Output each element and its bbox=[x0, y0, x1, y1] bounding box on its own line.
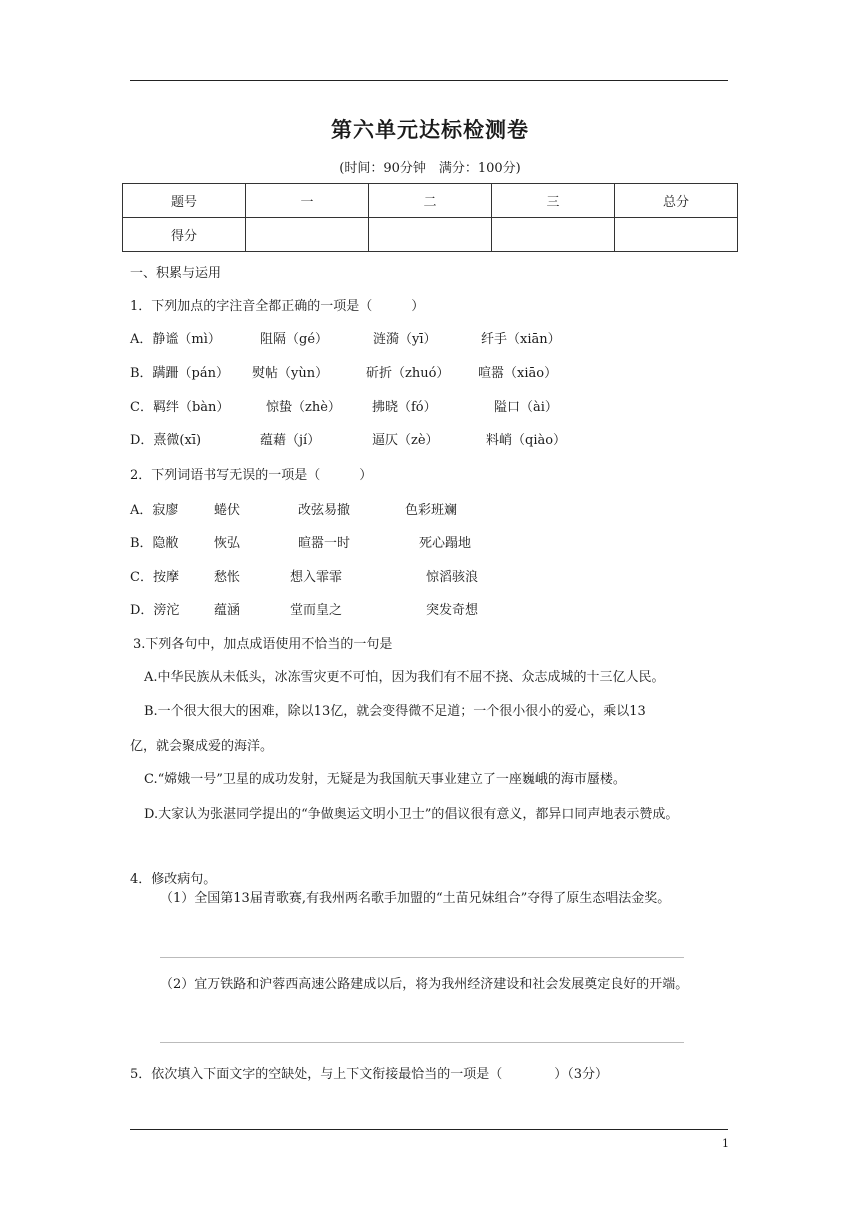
score-header-cell: 三 bbox=[492, 184, 615, 218]
q4-sentence-2 bbox=[130, 972, 730, 998]
option-item: 堂而皇之 bbox=[290, 603, 343, 618]
option-item: 色彩班斓 bbox=[405, 503, 458, 518]
option-item: 愁怅 bbox=[214, 570, 241, 585]
option-item: 惊滔骇浪 bbox=[426, 570, 479, 585]
question-stem: 2．下列词语书写无误的一项是（ ） bbox=[130, 468, 373, 483]
exam-info: (时间：90分钟 满分：100分) bbox=[339, 161, 521, 176]
answer-blank[interactable] bbox=[160, 957, 684, 958]
option-item: 暄嚣一时 bbox=[298, 536, 351, 551]
q3-option-b: B.一个很大很大的困难，除以13亿，就会变得微不足道；一个很小很小的爱心，乘以13 bbox=[144, 704, 646, 719]
question-stem: 1．下列加点的字注音全都正确的一项是（ ） bbox=[130, 299, 425, 314]
option-row bbox=[130, 362, 557, 381]
page-title: 第六单元达标检测卷 bbox=[331, 118, 529, 142]
option-item: 拂晓（fó） bbox=[372, 400, 437, 415]
score-table-score-row bbox=[123, 218, 738, 252]
option-item: C．按摩 bbox=[130, 570, 179, 585]
option-row bbox=[130, 532, 471, 551]
option-item: 料峭（qiào） bbox=[486, 433, 567, 448]
option-item: 熨帖（yùn） bbox=[252, 366, 329, 381]
score-table bbox=[122, 183, 738, 252]
score-cell[interactable] bbox=[615, 218, 738, 252]
option-item: 惊蛰（zhè） bbox=[266, 400, 341, 415]
footer-rule bbox=[130, 1129, 728, 1130]
q3-option-d-text: D.大家认为张湛同学提出的“争做奥运文明小卫士”的倡议很有意义，都异口同声地表示赞成。 bbox=[144, 807, 679, 822]
option-item: 涟漪（yī） bbox=[373, 332, 437, 347]
option-item: 蕴藉（jí） bbox=[260, 433, 321, 448]
section-heading: 一、积累与运用 bbox=[130, 266, 222, 281]
q4-sentence-2-text: （2）宜万铁路和沪蓉西高速公路建成以后，将为我州经济建设和社会发展奠定良好的开端。 bbox=[160, 977, 689, 992]
q3-option-c: C.“嫦娥一号”卫星的成功发射，无疑是为我国航天事业建立了一座巍峨的海市蜃楼。 bbox=[144, 772, 626, 787]
q3-option-b-cont: 亿，就会聚成爱的海洋。 bbox=[130, 739, 274, 754]
question-stem: 4．修改病句。 bbox=[130, 872, 217, 887]
score-table-header-row bbox=[123, 184, 738, 218]
answer-blank[interactable] bbox=[160, 1042, 684, 1043]
option-item: C．羁绊（bàn） bbox=[130, 400, 230, 415]
option-item: 死心蹋地 bbox=[419, 536, 472, 551]
option-item: B．隐敝 bbox=[130, 536, 179, 551]
q4-sentence-1-text: （1）全国第13届青歌赛,有我州两名歌手加盟的“土苗兄妹组合”夺得了原生态唱法金奖。 bbox=[160, 891, 671, 906]
score-cell[interactable] bbox=[246, 218, 369, 252]
option-item: A．寂廖 bbox=[130, 503, 179, 518]
option-item: 纤手（xiān） bbox=[481, 332, 561, 347]
score-cell[interactable] bbox=[369, 218, 492, 252]
option-item: 隘口（ài） bbox=[494, 400, 558, 415]
score-cell[interactable] bbox=[492, 218, 615, 252]
page-number: 1 bbox=[722, 1137, 729, 1150]
option-item: 恢弘 bbox=[214, 536, 241, 551]
q3-option-d bbox=[130, 797, 730, 832]
q4-sentence-1 bbox=[130, 886, 730, 912]
option-item: 想入霏霏 bbox=[290, 570, 343, 585]
option-item: D．滂沱 bbox=[130, 603, 180, 618]
option-item: 改弦易撤 bbox=[298, 503, 351, 518]
option-item: 逼仄（zè） bbox=[372, 433, 439, 448]
score-header-cell: 一 bbox=[246, 184, 369, 218]
score-header-cell: 总分 bbox=[615, 184, 738, 218]
option-row bbox=[130, 396, 558, 415]
option-row bbox=[130, 599, 478, 618]
option-row bbox=[130, 328, 561, 347]
option-item: 喧嚣（xiāo） bbox=[478, 366, 558, 381]
option-row bbox=[130, 499, 457, 518]
option-item: B．蹒跚（pán） bbox=[130, 366, 229, 381]
option-row bbox=[130, 566, 478, 585]
option-item: 蕴涵 bbox=[214, 603, 241, 618]
question-stem: 3.下列各句中，加点成语使用不恰当的一句是 bbox=[133, 637, 393, 652]
score-header-cell: 二 bbox=[369, 184, 492, 218]
q3-option-a: A.中华民族从未低头，冰冻雪灾更不可怕，因为我们有不屈不挠、众志成城的十三亿人民。 bbox=[144, 670, 665, 685]
header-rule bbox=[130, 80, 728, 81]
score-header-cell: 题号 bbox=[123, 184, 246, 218]
option-item: 斫折（zhuó） bbox=[366, 366, 450, 381]
score-row-label: 得分 bbox=[123, 218, 246, 252]
option-item: 突发奇想 bbox=[426, 603, 479, 618]
option-item: 蜷伏 bbox=[214, 503, 241, 518]
question-stem: 5．依次填入下面文字的空缺处，与上下文衔接最恰当的一项是（ ）（3分） bbox=[130, 1067, 609, 1082]
option-item: A．静谧（mì） bbox=[130, 332, 221, 347]
option-row bbox=[130, 429, 566, 448]
option-item: D．熹微(xī) bbox=[130, 433, 202, 448]
option-item: 阻隔（gé） bbox=[260, 332, 329, 347]
